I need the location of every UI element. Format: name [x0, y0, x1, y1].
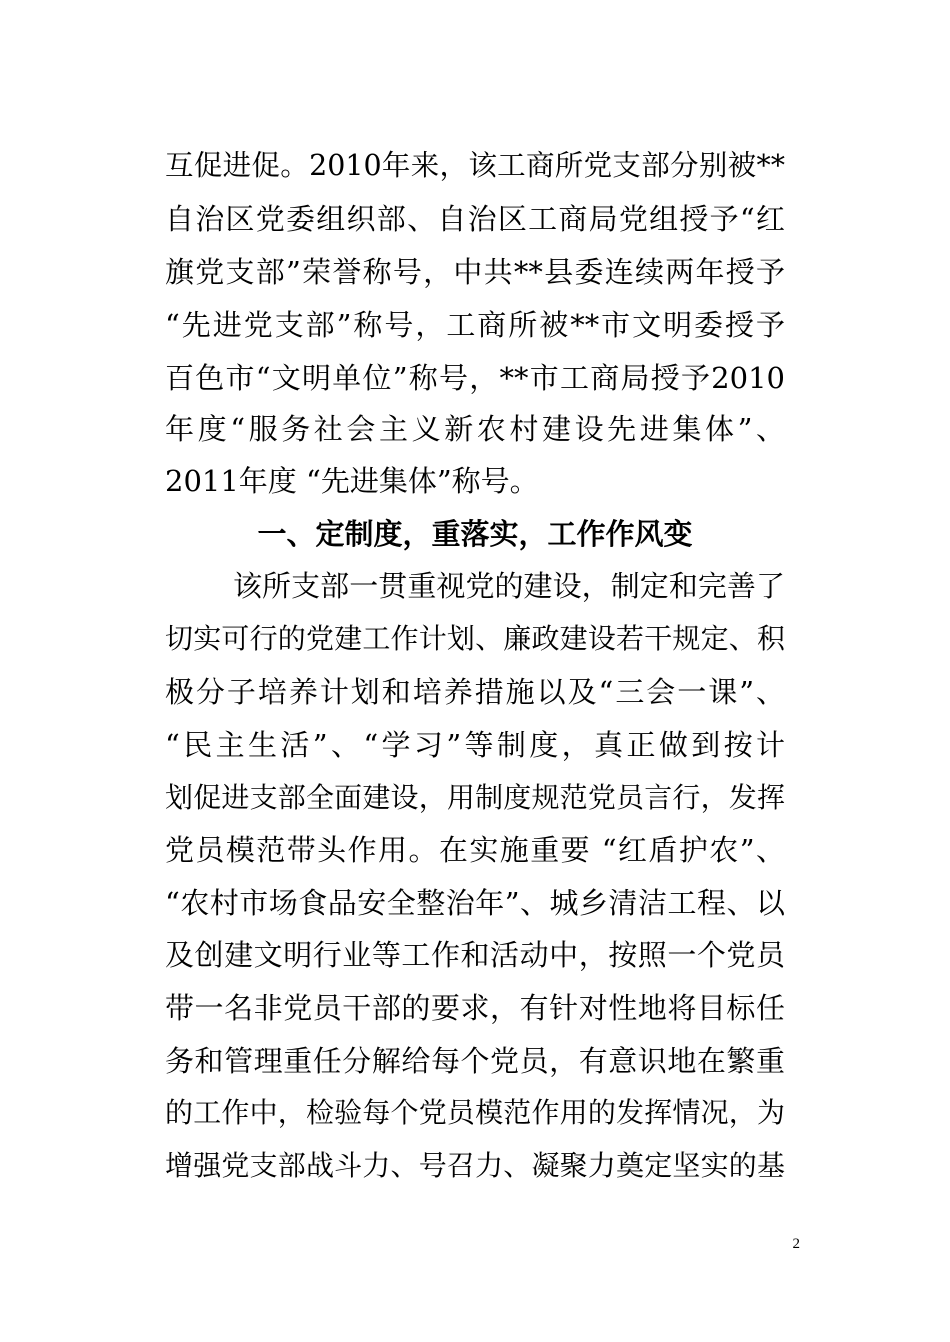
paragraph-line: 增强党支部战斗力、号召力、凝聚力奠定坚实的基 — [165, 1149, 785, 1182]
page-number: 2 — [792, 1236, 800, 1252]
paragraph-line: “先进党支部”称号，工商所被**市文明委授予 — [165, 308, 785, 342]
paragraph-line: 务和管理重任分解给每个党员，有意识地在繁重 — [165, 1044, 785, 1078]
paragraph-line: “农村市场食品安全整治年”、城乡清洁工程、以 — [165, 886, 785, 920]
paragraph-line: 年度“服务社会主义新农村建设先进集体”、 — [165, 412, 785, 446]
section-heading: 一、定制度，重落实，工作作风变 — [257, 517, 693, 551]
paragraph-line: 旗党支部”荣誉称号，中共**县委连续两年授予 — [165, 255, 785, 289]
paragraph-line: 该所支部一贯重视党的建设，制定和完善了 — [233, 569, 785, 603]
paragraph-line: 带一名非党员干部的要求，有针对性地将目标任 — [165, 991, 785, 1025]
paragraph-line: 的工作中，检验每个党员模范作用的发挥情况，为 — [165, 1096, 785, 1129]
paragraph-line: 互促进促。2010年来，该工商所党支部分别被** — [165, 149, 785, 182]
paragraph-line: 极分子培养计划和培养措施以及“三会一课”、 — [165, 675, 785, 709]
paragraph-line: 党员模范带头作用。在实施重要 “红盾护农”、 — [165, 833, 785, 867]
paragraph-line: 切实可行的党建工作计划、廉政建设若干规定、积 — [165, 622, 785, 655]
paragraph-line: “民主生活”、“学习”等制度，真正做到按计 — [165, 728, 785, 762]
paragraph-line: 划促进支部全面建设，用制度规范党员言行，发挥 — [165, 781, 785, 814]
paragraph-line: 百色市“文明单位”称号，**市工商局授予2010 — [165, 361, 785, 395]
paragraph-line: 及创建文明行业等工作和活动中，按照一个党员 — [165, 938, 785, 972]
paragraph-line: 2011年度 “先进集体”称号。 — [165, 464, 539, 498]
paragraph-line: 自治区党委组织部、自治区工商局党组授予“红 — [165, 202, 785, 236]
